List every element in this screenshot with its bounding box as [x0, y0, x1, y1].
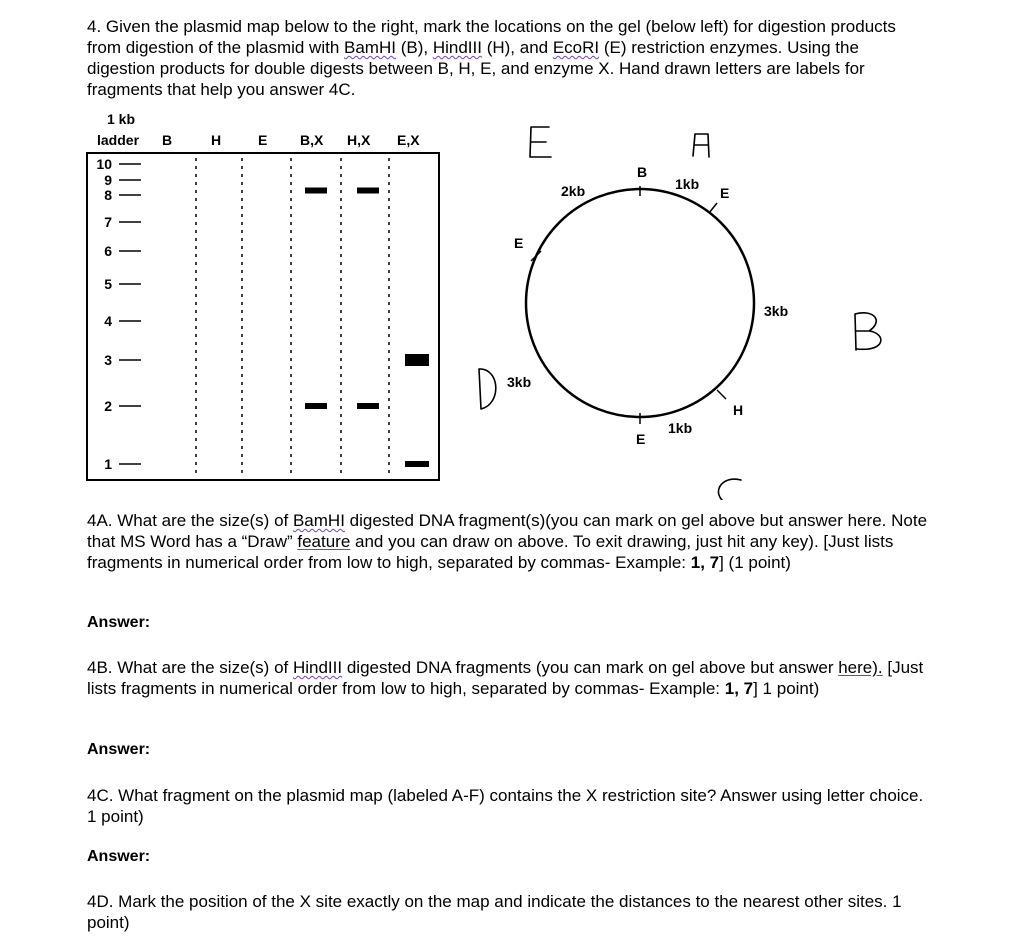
site-label-h: H — [733, 402, 744, 418]
fragment-letter-a — [693, 134, 709, 157]
q4a-example: 1, 7 — [690, 553, 720, 572]
lane-label: H,X — [347, 132, 371, 148]
plasmid-circle — [526, 189, 754, 417]
ecori-term: EcoRI — [552, 38, 600, 57]
site-label-e-bottom: E — [636, 431, 646, 447]
q4-text-part: (H), and — [481, 38, 553, 57]
question-4d-text: 4D. Mark the position of the X site exactly on the map and indicate the distances to the nearest other sites. 1 point) — [87, 892, 902, 932]
q4b-text-part: [Just lists fragments in numerical order from low to high, separated by commas- Example: — [87, 658, 924, 698]
q4-text-part: (E) restriction enzymes. Using the digestion products for double digests between B, H, E, and enzyme X. Hand drawn letters are labels for fragments that help you answer 4C. — [87, 38, 865, 99]
distance-label: 3kb — [764, 303, 789, 319]
bamhi-term: BamHI — [344, 38, 396, 57]
bamhi-term: BamHI — [292, 511, 345, 530]
question-4c-text: 4C. What fragment on the plasmid map (labeled A-F) contains the X restriction site? Answer using letter choice. 1 point) — [87, 786, 924, 826]
q4b-example: 1, 7 — [724, 679, 754, 698]
answer-label-4c[interactable]: Answer: — [87, 848, 151, 865]
q4a-text-part: digested DNA fragment(s) — [344, 511, 546, 530]
ladder-size-label: 5 — [104, 276, 112, 292]
ladder-size-label: 3 — [104, 352, 112, 368]
here-term: here). — [838, 658, 883, 677]
distance-label: 2kb — [561, 183, 586, 199]
feature-term: feature — [297, 532, 351, 551]
fragment-letter-c — [718, 479, 742, 500]
distance-label: 1kb — [675, 176, 700, 192]
ladder-size-label: 10 — [96, 156, 112, 172]
q4a-text-part: (you can mark on gel above but answer here. Note that MS Word has a “Draw” — [87, 511, 928, 551]
answer-label-4b[interactable]: Answer: — [87, 741, 151, 758]
site-label-b: B — [637, 164, 648, 180]
ladder-header-2: ladder — [97, 132, 140, 148]
lane-label: B,X — [300, 132, 324, 148]
ladder-size-label: 1 — [104, 456, 112, 472]
question-4b-text — [87, 657, 937, 699]
hindiii-term: HindIII — [432, 38, 482, 57]
distance-label: 3kb — [507, 374, 532, 390]
site-label-e-top: E — [720, 185, 730, 201]
q4-text-part: 4. Given the plasmid map below to the right, mark the locations on the gel (below left) for digestion products from digestion of the plasmid with — [87, 17, 896, 57]
hindiii-term: HindIII — [292, 658, 343, 677]
q4b-text-part: digested DNA fragments (you can mark on gel above but answer — [342, 658, 839, 677]
ladder-size-label: 4 — [104, 313, 112, 329]
ladder-size-label: 2 — [104, 398, 112, 414]
site-tick-left-e — [531, 251, 541, 261]
ladder-size-label: 8 — [104, 187, 112, 203]
ladder-header-1: 1 kb — [107, 111, 136, 127]
fragment-letter-d — [479, 369, 496, 409]
fragment-letter-b — [855, 313, 881, 350]
ladder-size-label: 7 — [104, 214, 112, 230]
ladder-size-label: 9 — [104, 172, 112, 188]
question-4a-text — [87, 510, 937, 573]
site-tick-right-h — [717, 390, 726, 399]
lane-label: H — [211, 132, 222, 148]
distance-label: 1kb — [668, 420, 693, 436]
lane-label: E — [258, 132, 268, 148]
ladder-size-label: 6 — [104, 243, 112, 259]
q4-text-part: (B), — [395, 38, 433, 57]
q4a-text-part: ] (1 point) — [719, 553, 791, 572]
fragment-letter-e — [530, 127, 551, 157]
lane-label: E,X — [397, 132, 420, 148]
answer-label-4a[interactable]: Answer: — [87, 614, 151, 631]
q4a-text-part: 4A. What are the size(s) of — [87, 511, 293, 530]
q4b-text-part: 4B. What are the size(s) of — [87, 658, 293, 677]
site-label-e-left: E — [514, 235, 524, 251]
lane-label: B — [162, 132, 173, 148]
q4b-text-part: ] 1 point) — [753, 679, 820, 698]
site-tick-top-e — [709, 203, 717, 213]
q4a-text-part: and you can draw on above. To exit drawing, just hit any key). [Just lists fragments in numerical order from low to high, separated by commas- Example: — [87, 532, 894, 572]
